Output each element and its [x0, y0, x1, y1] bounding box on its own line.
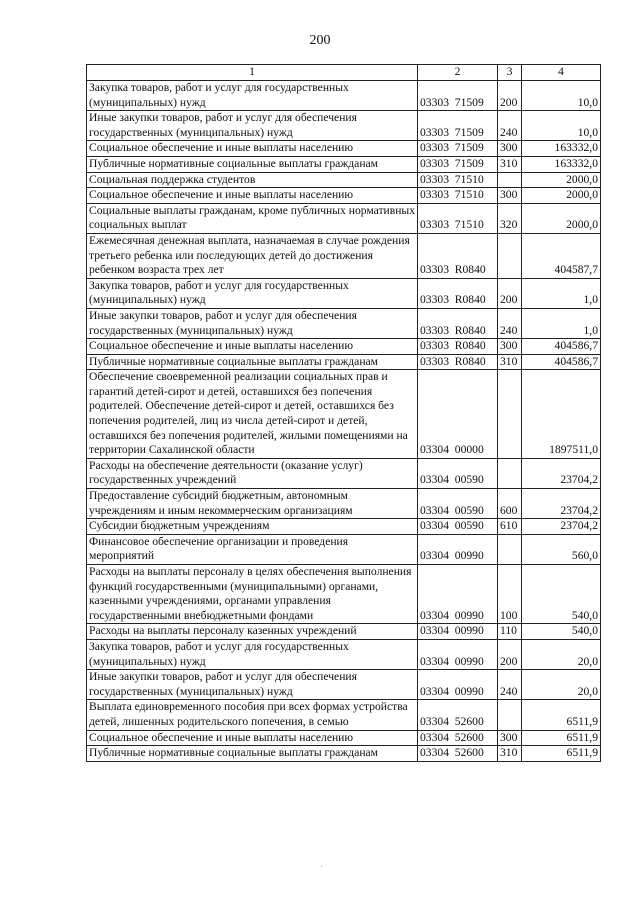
- row-expense-type-cell: 310: [498, 156, 522, 172]
- table-header-row: [87, 65, 601, 81]
- row-name-cell: Публичные нормативные социальные выплаты гражданам: [87, 746, 418, 762]
- row-expense-type-cell: 310: [498, 354, 522, 370]
- row-expense-type-cell: 200: [498, 278, 522, 308]
- row-amount-cell: 404586,7: [522, 354, 601, 370]
- row-code-cell: 03303 R0840: [418, 339, 498, 355]
- row-code-cell: 03303 71509: [418, 141, 498, 157]
- row-amount-cell: 404587,7: [522, 233, 601, 278]
- row-expense-type-cell: [498, 458, 522, 488]
- row-expense-type-cell: 310: [498, 746, 522, 762]
- row-amount-cell: 6511,9: [522, 746, 601, 762]
- row-code-cell: 03304 00990: [418, 534, 498, 564]
- row-name-cell: Публичные нормативные социальные выплаты гражданам: [87, 156, 418, 172]
- row-amount-cell: 23704,2: [522, 519, 601, 535]
- row-expense-type-cell: 200: [498, 81, 522, 111]
- row-name-cell: Иные закупки товаров, работ и услуг для обеспечения государственных (муниципальных) нужд: [87, 111, 418, 141]
- column-header: 4: [522, 65, 601, 81]
- row-amount-cell: 1897511,0: [522, 370, 601, 459]
- row-name-cell: Ежемесячная денежная выплата, назначаемая в случае рождения третьего ребенка или последующих детей до достижения ребенком возраста трех лет: [87, 233, 418, 278]
- row-code-cell: 03304 00990: [418, 639, 498, 669]
- row-code-cell: 03303 R0840: [418, 233, 498, 278]
- table-row: [87, 81, 601, 111]
- row-expense-type-cell: 300: [498, 339, 522, 355]
- table-row: [87, 339, 601, 355]
- table-row: [87, 730, 601, 746]
- table-row: [87, 233, 601, 278]
- row-code-cell: 03304 00000: [418, 370, 498, 459]
- row-amount-cell: 1,0: [522, 278, 601, 308]
- row-name-cell: Социальные выплаты гражданам, кроме публичных нормативных социальных выплат: [87, 203, 418, 233]
- table-row: [87, 111, 601, 141]
- row-code-cell: 03304 00590: [418, 458, 498, 488]
- row-amount-cell: 23704,2: [522, 458, 601, 488]
- row-code-cell: 03303 71510: [418, 188, 498, 204]
- row-name-cell: Расходы на обеспечение деятельности (оказание услуг) государственных учреждений: [87, 458, 418, 488]
- row-code-cell: 03303 R0840: [418, 308, 498, 338]
- row-code-cell: 03304 00590: [418, 519, 498, 535]
- row-code-cell: 03304 00990: [418, 565, 498, 624]
- row-expense-type-cell: 300: [498, 730, 522, 746]
- table-row: [87, 308, 601, 338]
- table-row: [87, 639, 601, 669]
- scan-speck: ·: [320, 862, 324, 873]
- row-amount-cell: 1,0: [522, 308, 601, 338]
- row-amount-cell: 20,0: [522, 670, 601, 700]
- row-expense-type-cell: [498, 233, 522, 278]
- row-expense-type-cell: [498, 172, 522, 188]
- page-number: 200: [309, 33, 331, 48]
- row-expense-type-cell: 200: [498, 639, 522, 669]
- row-name-cell: Иные закупки товаров, работ и услуг для обеспечения государственных (муниципальных) нужд: [87, 670, 418, 700]
- row-amount-cell: 10,0: [522, 81, 601, 111]
- row-code-cell: 03303 71509: [418, 156, 498, 172]
- row-code-cell: 03303 71510: [418, 172, 498, 188]
- table-row: [87, 354, 601, 370]
- row-name-cell: Социальная поддержка студентов: [87, 172, 418, 188]
- row-name-cell: Социальное обеспечение и иные выплаты населению: [87, 188, 418, 204]
- row-amount-cell: 6511,9: [522, 700, 601, 730]
- row-expense-type-cell: 240: [498, 670, 522, 700]
- row-amount-cell: 2000,0: [522, 188, 601, 204]
- budget-table: [86, 64, 601, 762]
- row-code-cell: 03303 71509: [418, 111, 498, 141]
- row-name-cell: Публичные нормативные социальные выплаты гражданам: [87, 354, 418, 370]
- row-name-cell: Закупка товаров, работ и услуг для государственных (муниципальных) нужд: [87, 278, 418, 308]
- row-name-cell: Предоставление субсидий бюджетным, автономным учреждениям и иным некоммерческим организациям: [87, 489, 418, 519]
- row-expense-type-cell: [498, 534, 522, 564]
- table-body: [87, 81, 601, 762]
- table-row: [87, 141, 601, 157]
- row-code-cell: 03303 R0840: [418, 278, 498, 308]
- row-amount-cell: 20,0: [522, 639, 601, 669]
- row-name-cell: Расходы на выплаты персоналу казенных учреждений: [87, 624, 418, 640]
- row-amount-cell: 6511,9: [522, 730, 601, 746]
- row-expense-type-cell: [498, 370, 522, 459]
- row-expense-type-cell: 240: [498, 111, 522, 141]
- row-amount-cell: 540,0: [522, 565, 601, 624]
- table-row: [87, 624, 601, 640]
- row-code-cell: 03304 52600: [418, 730, 498, 746]
- table-row: [87, 370, 601, 459]
- column-header: 1: [87, 65, 418, 81]
- row-name-cell: Выплата единовременного пособия при всех формах устройства детей, лишенных родительского попечения, в семью: [87, 700, 418, 730]
- row-name-cell: Субсидии бюджетным учреждениям: [87, 519, 418, 535]
- table-row: [87, 156, 601, 172]
- table-row: [87, 565, 601, 624]
- row-name-cell: Закупка товаров, работ и услуг для государственных (муниципальных) нужд: [87, 639, 418, 669]
- row-code-cell: 03304 00990: [418, 670, 498, 700]
- row-amount-cell: 404586,7: [522, 339, 601, 355]
- row-code-cell: 03304 00590: [418, 489, 498, 519]
- row-name-cell: Финансовое обеспечение организации и проведения мероприятий: [87, 534, 418, 564]
- table-row: [87, 278, 601, 308]
- row-amount-cell: 2000,0: [522, 172, 601, 188]
- row-name-cell: Обеспечение своевременной реализации социальных прав и гарантий детей-сирот и детей, оставшихся без попечения родителей. Обеспечение детей-сирот и детей, оставшихся без попечения родителей, лиц из числа детей-сирот и детей, оставшихся без попечения родителей, жилыми помещениями на территории Сахалинской области: [87, 370, 418, 459]
- row-name-cell: Расходы на выплаты персоналу в целях обеспечения выполнения функций государственными (муниципальными) органами, казенными учреждениями, органами управления государственными внебюджетными фондами: [87, 565, 418, 624]
- table-row: [87, 203, 601, 233]
- row-name-cell: Закупка товаров, работ и услуг для государственных (муниципальных) нужд: [87, 81, 418, 111]
- row-name-cell: Иные закупки товаров, работ и услуг для обеспечения государственных (муниципальных) нужд: [87, 308, 418, 338]
- row-amount-cell: 2000,0: [522, 203, 601, 233]
- row-amount-cell: 560,0: [522, 534, 601, 564]
- column-header: 3: [498, 65, 522, 81]
- row-name-cell: Социальное обеспечение и иные выплаты населению: [87, 339, 418, 355]
- row-code-cell: 03304 52600: [418, 700, 498, 730]
- row-expense-type-cell: [498, 700, 522, 730]
- row-code-cell: 03303 71509: [418, 81, 498, 111]
- row-amount-cell: 163332,0: [522, 141, 601, 157]
- row-name-cell: Социальное обеспечение и иные выплаты населению: [87, 730, 418, 746]
- table-row: [87, 188, 601, 204]
- row-amount-cell: 540,0: [522, 624, 601, 640]
- row-expense-type-cell: 600: [498, 489, 522, 519]
- row-code-cell: 03303 71510: [418, 203, 498, 233]
- table-row: [87, 519, 601, 535]
- row-code-cell: 03304 00990: [418, 624, 498, 640]
- row-expense-type-cell: 300: [498, 141, 522, 157]
- row-expense-type-cell: 240: [498, 308, 522, 338]
- row-amount-cell: 23704,2: [522, 489, 601, 519]
- table-row: [87, 172, 601, 188]
- row-expense-type-cell: 610: [498, 519, 522, 535]
- row-code-cell: 03303 R0840: [418, 354, 498, 370]
- table-row: [87, 458, 601, 488]
- row-code-cell: 03304 52600: [418, 746, 498, 762]
- row-expense-type-cell: 100: [498, 565, 522, 624]
- row-amount-cell: 10,0: [522, 111, 601, 141]
- row-expense-type-cell: 300: [498, 188, 522, 204]
- row-name-cell: Социальное обеспечение и иные выплаты населению: [87, 141, 418, 157]
- table-row: [87, 700, 601, 730]
- table-row: [87, 534, 601, 564]
- table-row: [87, 670, 601, 700]
- row-amount-cell: 163332,0: [522, 156, 601, 172]
- column-header: 2: [418, 65, 498, 81]
- table-row: [87, 746, 601, 762]
- row-expense-type-cell: 110: [498, 624, 522, 640]
- table-row: [87, 489, 601, 519]
- row-expense-type-cell: 320: [498, 203, 522, 233]
